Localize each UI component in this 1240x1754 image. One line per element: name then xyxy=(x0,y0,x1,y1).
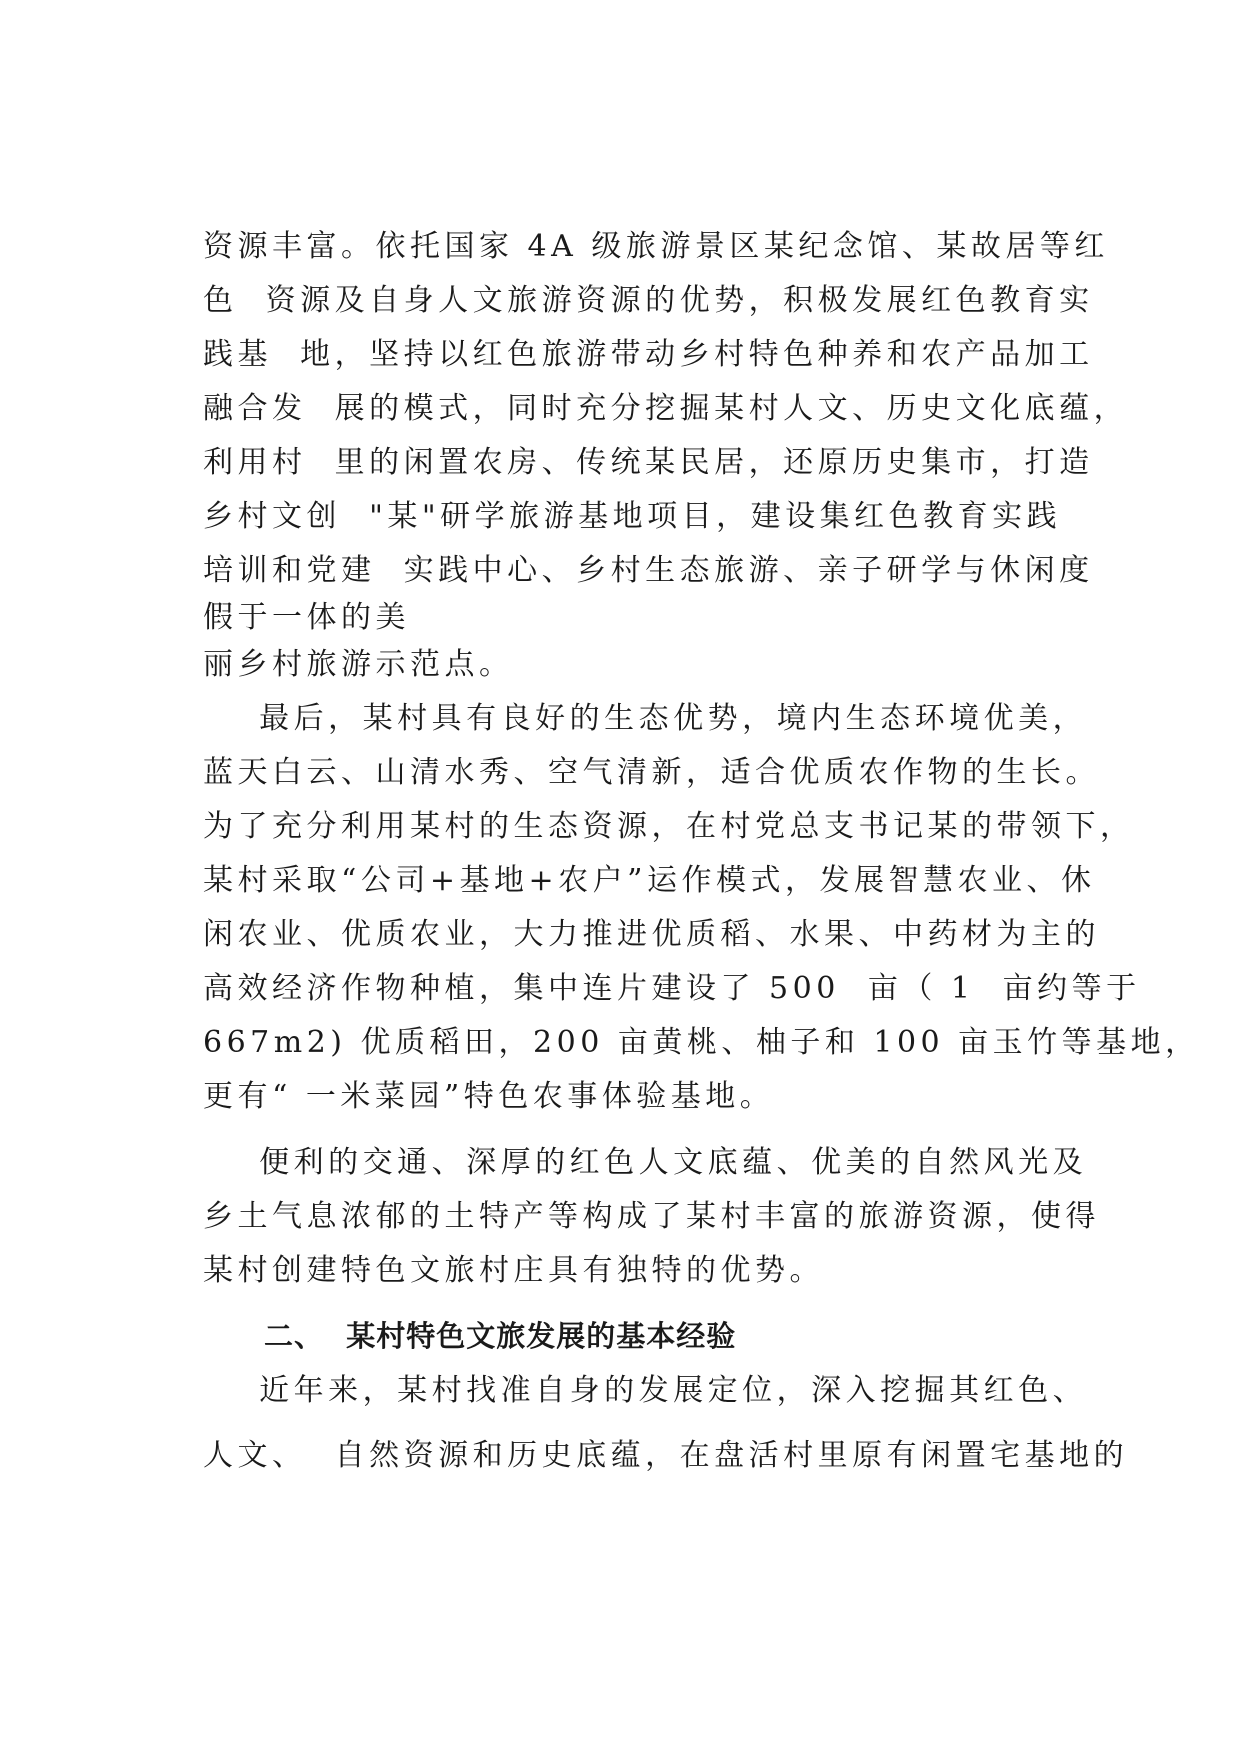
text-line: 更有“ 一米菜园”特色农事体验基地。 xyxy=(203,1079,775,1114)
text-line: 乡村文创 "某"研学旅游基地项目，建设集红色教育实践 xyxy=(203,499,1062,534)
text-line: 667m2) 优质稻田，200 亩黄桃、柚子和 100 亩玉竹等基地， xyxy=(203,1025,1200,1060)
text-line: 高效经济作物种植，集中连片建设了 500 亩（ 1 亩约等于 xyxy=(203,971,1141,1006)
text-line: 丽乡村旅游示范点。 xyxy=(203,647,514,682)
text-line: 蓝天白云、山清水秀、空气清新，适合优质农作物的生长。 xyxy=(203,755,1100,790)
text-line: 假于一体的美 xyxy=(203,600,410,635)
text-line: 闲农业、优质农业，大力推进优质稻、水果、中药材为主的 xyxy=(203,917,1100,952)
text-line: 利用村 里的闲置农房、传统某民居，还原历史集市，打造 xyxy=(203,445,1094,480)
text-line: 便利的交通、深厚的红色人文底蕴、优美的自然风光及 xyxy=(203,1145,1088,1180)
text-line: 乡土气息浓郁的土特产等构成了某村丰富的旅游资源，使得 xyxy=(203,1199,1100,1234)
text-line: 融合发 展的模式，同时充分挖掘某村人文、历史文化底蕴， xyxy=(203,391,1129,426)
text-line: 某村创建特色文旅村庄具有独特的优势。 xyxy=(203,1253,824,1288)
text-line: 色 资源及自身人文旅游资源的优势，积极发展红色教育实 xyxy=(203,283,1094,318)
text-line: 资源丰富。依托国家 4A 级旅游景区某纪念馆、某故居等红 xyxy=(203,229,1109,264)
text-line: 培训和党建 实践中心、乡村生态旅游、亲子研学与休闲度 xyxy=(203,553,1094,588)
section-heading: 二、 某村特色文旅发展的基本经验 xyxy=(264,1319,737,1353)
text-line: 最后，某村具有良好的生态优势，境内生态环境优美， xyxy=(203,701,1088,736)
text-line: 近年来，某村找准自身的发展定位，深入挖掘其红色、 xyxy=(203,1373,1088,1408)
text-line: 践基 地，坚持以红色旅游带动乡村特色种养和农产品加工 xyxy=(203,337,1094,372)
text-line: 为了充分利用某村的生态资源，在村党总支书记某的带领下， xyxy=(203,809,1135,844)
text-line: 某村采取“公司+基地+农户”运作模式，发展智慧农业、休 xyxy=(203,863,1096,898)
text-line: 人文、 自然资源和历史底蕴，在盘活村里原有闲置宅基地的 xyxy=(203,1438,1129,1473)
